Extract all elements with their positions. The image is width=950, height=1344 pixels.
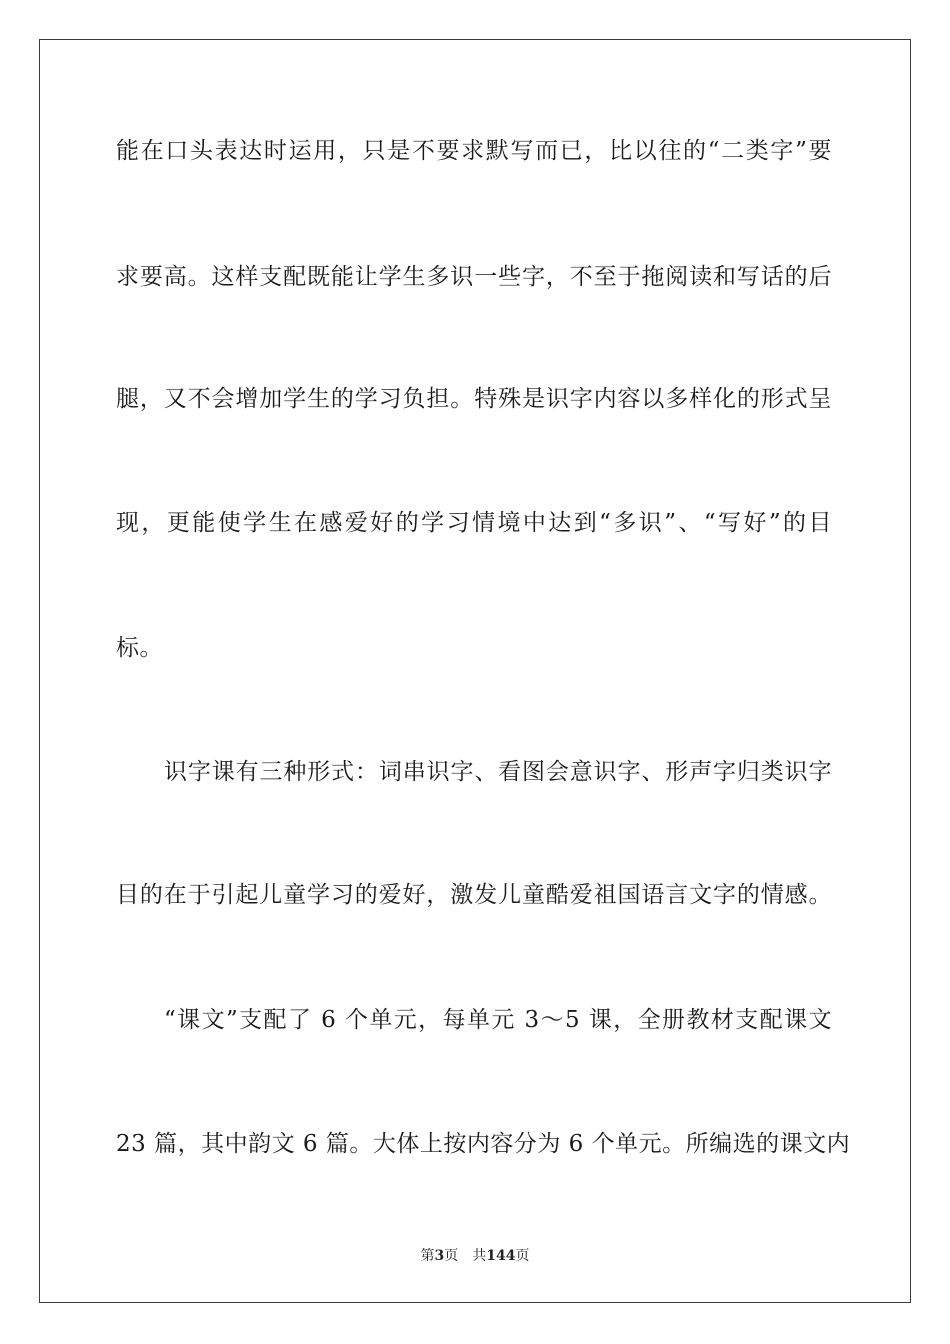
- current-page-number: 3: [434, 1248, 445, 1264]
- text-line: 识字课有三种形式：词串识字、看图会意识字、形声字归类识字: [164, 759, 832, 785]
- text-line: 能在口头表达时运用，只是不要求默写而已，比以往的“二类字”要: [116, 138, 832, 164]
- text-line: 求要高。这样支配既能让学生多识一些字，不至于拖阅读和写话的后: [116, 264, 832, 290]
- text-line: 腿，又不会增加学生的学习负担。特殊是识字内容以多样化的形式呈: [116, 386, 832, 412]
- total-page-count: 144: [486, 1248, 516, 1264]
- text-line: 目的在于引起儿童学习的爱好，激发儿童酷爱祖国语言文字的情感。: [116, 882, 832, 908]
- text-line: 现，更能使学生在感爱好的学习情境中达到“多识”、“写好”的目: [116, 510, 832, 536]
- text-line: 标。: [116, 635, 163, 661]
- footer-middle: 页 共: [444, 1248, 487, 1264]
- footer-suffix: 页: [515, 1248, 530, 1264]
- text-line: “课文”支配了 6 个单元，每单元 3～5 课，全册教材支配课文: [164, 1007, 832, 1033]
- footer-prefix: 第: [420, 1248, 435, 1264]
- text-line: 23 篇，其中韵文 6 篇。大体上按内容分为 6 个单元。所编选的课文内: [116, 1131, 851, 1157]
- page-footer: [0, 1245, 950, 1265]
- page-border: [39, 39, 911, 1303]
